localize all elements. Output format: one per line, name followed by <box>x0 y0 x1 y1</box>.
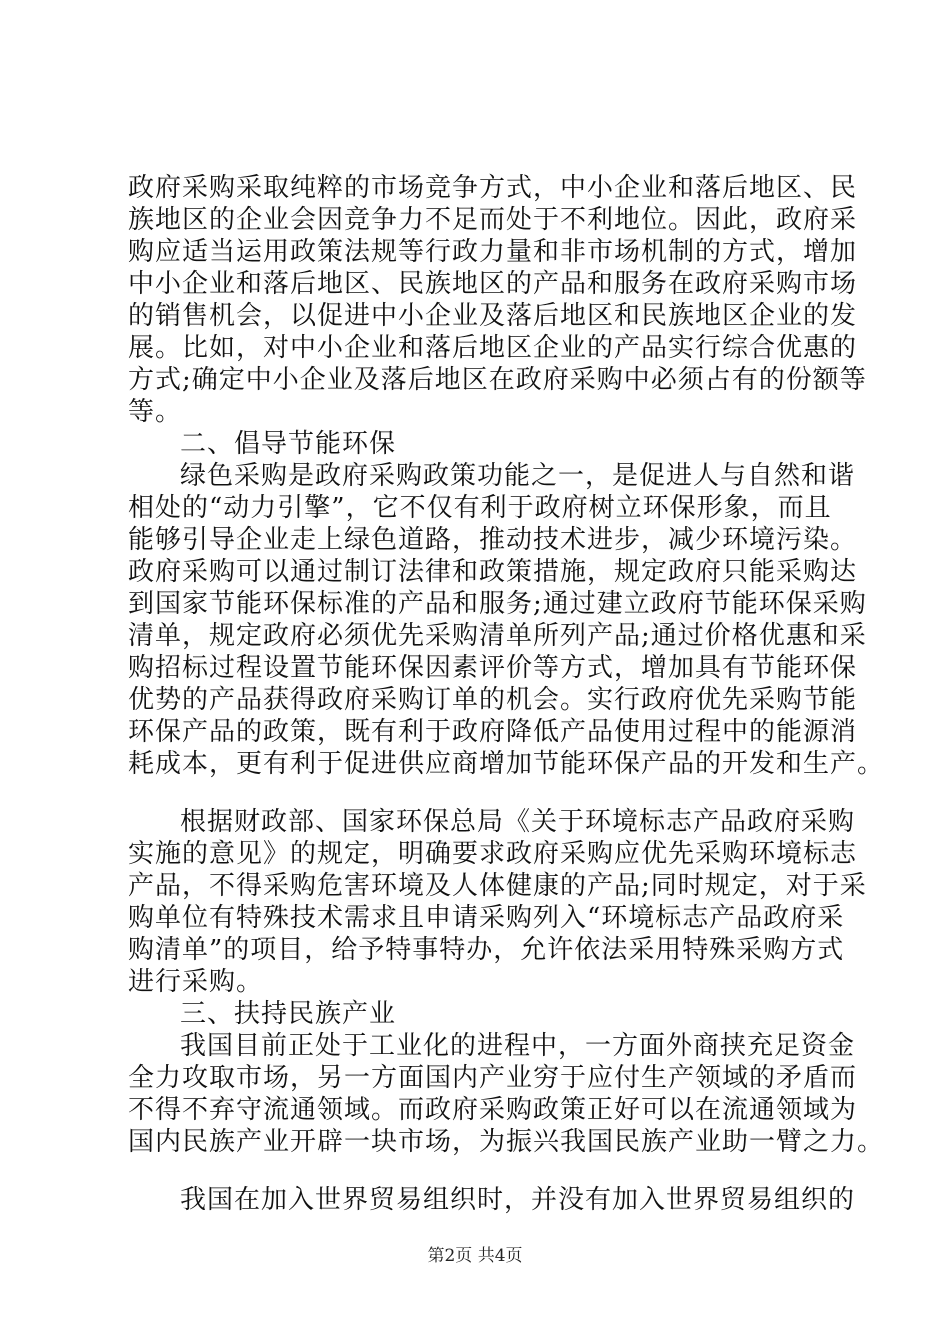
text-line: 环保产品的政策，既有利于政府降低产品使用过程中的能源消 <box>128 717 858 747</box>
text-line: 相处的“动力引擎”，它不仅有利于政府树立环保形象，而且 <box>128 493 832 523</box>
text-line: 政府采购可以通过制订法律和政策措施，规定政府只能采购达 <box>128 557 858 587</box>
body-text <box>128 172 885 1216</box>
text-line: 产品，不得采购危害环境及人体健康的产品;同时规定，对于采 <box>128 871 867 901</box>
text-line: 政府采购采取纯粹的市场竞争方式，中小企业和落后地区、民 <box>128 173 858 203</box>
text-line: 进行采购。 <box>128 967 264 997</box>
text-line: 实施的意见》的规定，明确要求政府采购应优先采购环境标志 <box>128 839 858 869</box>
text-line: 购应适当运用政策法规等行政力量和非市场机制的方式，增加 <box>128 237 858 267</box>
text-line: 优势的产品获得政府采购订单的机会。实行政府优先采购节能 <box>128 685 858 715</box>
text-line: 根据财政部、国家环保总局《关于环境标志产品政府采购 <box>180 807 856 837</box>
text-line: 全力攻取市场，另一方面国内产业穷于应付生产领域的矛盾而 <box>128 1063 858 1093</box>
text-line: 到国家节能环保标准的产品和服务;通过建立政府节能环保采购 <box>128 589 867 619</box>
text-line: 绿色采购是政府采购政策功能之一，是促进人与自然和谐 <box>180 461 856 491</box>
text-line: 购招标过程设置节能环保因素评价等方式，增加具有节能环保 <box>128 653 858 683</box>
text-line: 等。 <box>128 397 183 427</box>
text-line: 族地区的企业会因竞争力不足而处于不利地位。因此，政府采 <box>128 205 858 235</box>
page-footer: 第2页 共4页 <box>427 1246 523 1266</box>
section-heading: 二、倡导节能环保 <box>180 429 397 459</box>
paragraph-gap <box>128 780 840 806</box>
text-line: 耗成本，更有利于促进供应商增加节能环保产品的开发和生产。 <box>128 749 885 779</box>
text-line: 方式;确定中小企业及落后地区在政府采购中必须占有的份额等 <box>128 365 867 395</box>
text-line: 的销售机会，以促进中小企业及落后地区和民族地区企业的发 <box>128 301 858 331</box>
text-line: 我国在加入世界贸易组织时，并没有加入世界贸易组织的 <box>180 1185 856 1215</box>
text-line: 国内民族产业开辟一块市场，为振兴我国民族产业助一臂之力。 <box>128 1127 885 1157</box>
text-line: 购单位有特殊技术需求且申请采购列入“环境标志产品政府采 <box>128 903 845 933</box>
text-line: 清单，规定政府必须优先采购清单所列产品;通过价格优惠和采 <box>128 621 867 651</box>
text-line: 能够引导企业走上绿色道路，推动技术进步，减少环境污染。 <box>128 525 858 555</box>
text-line: 中小企业和落后地区、民族地区的产品和服务在政府采购市场 <box>128 269 858 299</box>
text-line: 购清单”的项目，给予特事特办，允许依法采用特殊采购方式 <box>128 935 845 965</box>
section-heading: 三、扶持民族产业 <box>180 999 397 1029</box>
text-line: 我国目前正处于工业化的进程中，一方面外商挟充足资金 <box>180 1031 856 1061</box>
text-line: 不得不弃守流通领域。而政府采购政策正好可以在流通领域为 <box>128 1095 858 1125</box>
paragraph-gap <box>128 1158 840 1184</box>
text-line: 展。比如，对中小企业和落后地区企业的产品实行综合优惠的 <box>128 333 858 363</box>
